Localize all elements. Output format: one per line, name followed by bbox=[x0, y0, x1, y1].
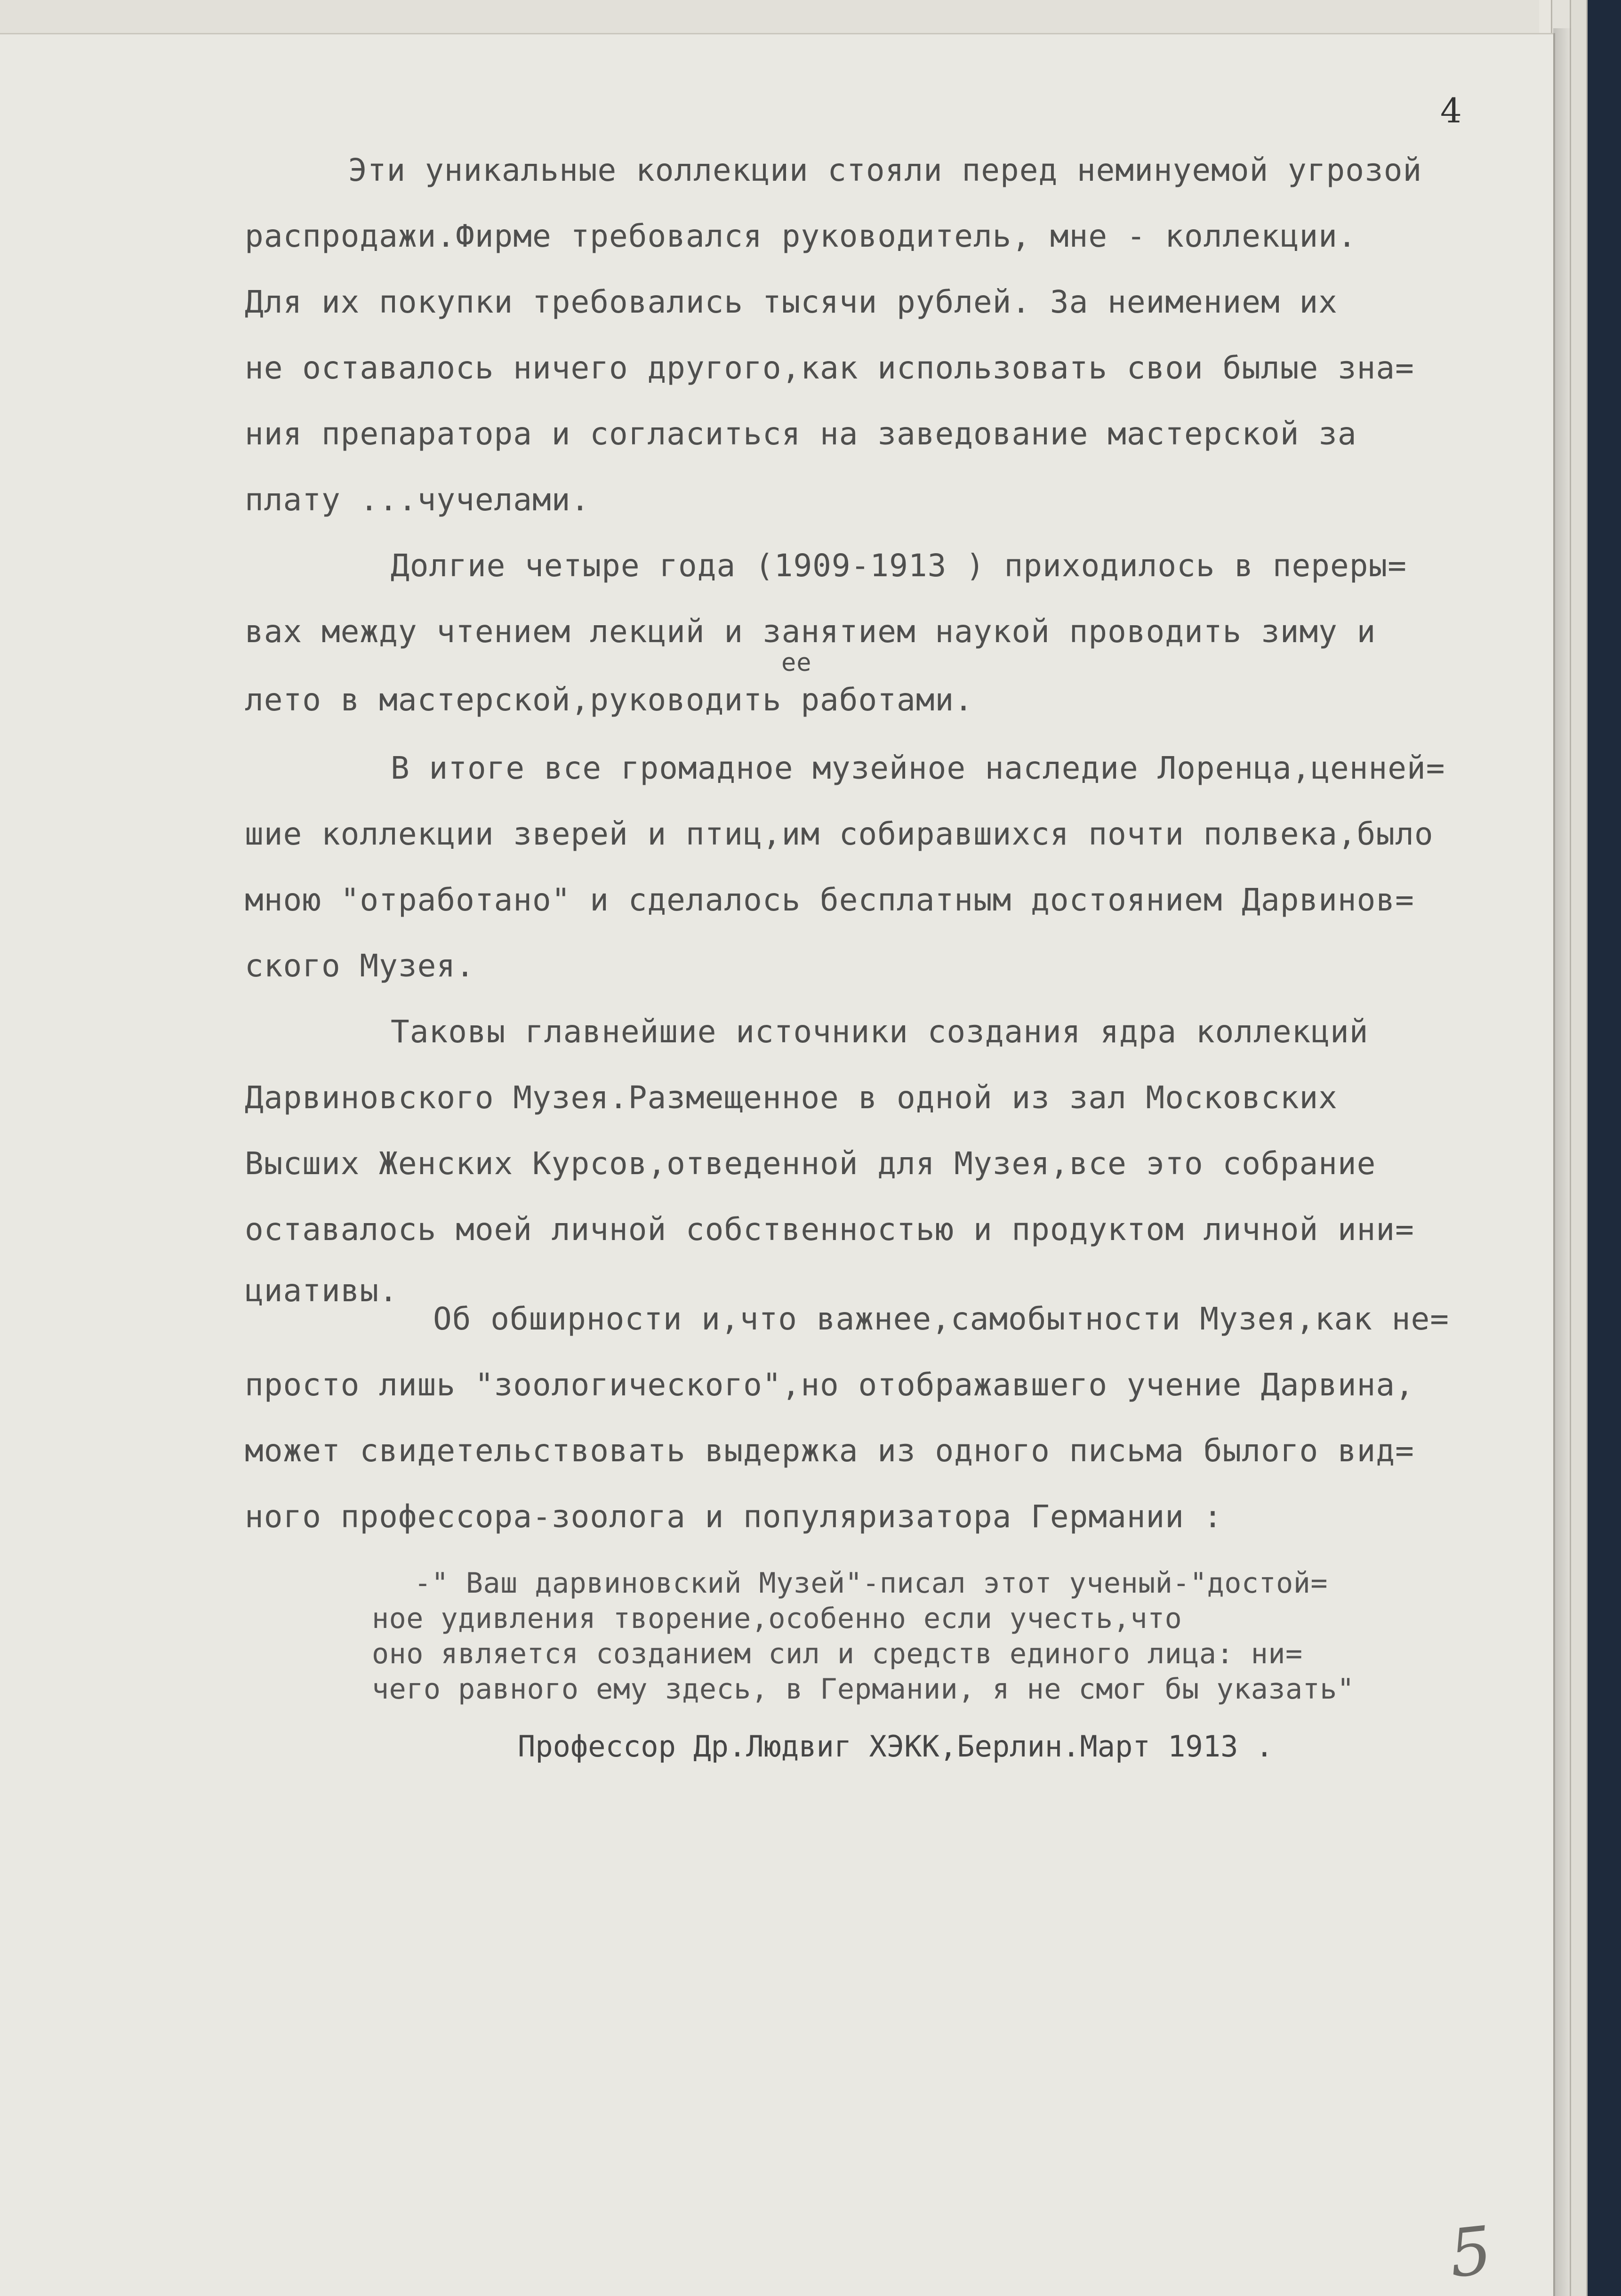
paragraph-line: Долгие четыре года (1909-1913 ) приходилось в переры= bbox=[391, 548, 1407, 584]
paragraph-line: Высших Женских Курсов,отведенной для Музея,все это собрание bbox=[245, 1145, 1376, 1182]
interlinear-correction: ее bbox=[781, 649, 812, 677]
top-sheet-strip bbox=[0, 0, 1539, 34]
paragraph-line: Таковы главнейшие источники создания ядра коллекций bbox=[391, 1014, 1369, 1050]
page-number: 4 bbox=[1440, 91, 1462, 130]
handwritten-folio-number: 5 bbox=[1445, 2212, 1496, 2293]
paragraph-line: может свидетельствовать выдержка из одного письма былого вид= bbox=[245, 1433, 1414, 1469]
paragraph-line: Для их покупки требовались тысячи рублей. За неимением их bbox=[245, 284, 1338, 320]
page-edge-shadow bbox=[1553, 28, 1572, 2296]
paragraph-line: мною "отработано" и сделалось бесплатным достоянием Дарвинов= bbox=[245, 882, 1414, 918]
paragraph-line: Об обширности и,что важнее,самобытности Музея,как не= bbox=[433, 1301, 1449, 1337]
paragraph-line: плату ...чучелами. bbox=[245, 482, 590, 518]
paragraph-line: шие коллекции зверей и птиц,им собиравшихся почти полвека,было bbox=[245, 816, 1434, 852]
paragraph-line: ного профессора-зоолога и популяризатора Германии : bbox=[245, 1498, 1223, 1535]
paragraph-line: Дарвиновского Музея.Размещенное в одной из зал Московских bbox=[245, 1080, 1338, 1116]
typewritten-page bbox=[0, 33, 1555, 2296]
quote-line: ное удивления творение,особенно если учесть,что bbox=[372, 1602, 1182, 1635]
paragraph-line: Эти уникальные коллекции стояли перед неминуемой угрозой bbox=[348, 152, 1422, 188]
paragraph-line: ния препаратора и согласиться на заведование мастерской за bbox=[245, 416, 1357, 452]
paragraph-line: циативы. bbox=[245, 1273, 398, 1309]
quote-line: -" Ваш дарвиновский Музей"-писал этот ученый-"достой= bbox=[414, 1567, 1328, 1600]
quote-attribution: Профессор Др.Людвиг ХЭКК,Берлин.Март 1913 . bbox=[518, 1729, 1274, 1764]
paragraph-line: вах между чтением лекций и занятием наукой проводить зиму и bbox=[245, 613, 1376, 650]
paragraph-line: не оставалось ничего другого,как использовать свои былые зна= bbox=[245, 350, 1414, 386]
paragraph-line: В итоге все громадное музейное наследие Лоренца,ценней= bbox=[391, 750, 1445, 786]
quote-line: оно является созданием сил и средств единого лица: ни= bbox=[372, 1637, 1303, 1670]
paragraph-line: ского Музея. bbox=[245, 948, 475, 984]
paragraph-line: оставалось моей личной собственностью и продуктом личной ини= bbox=[245, 1211, 1414, 1248]
paragraph-line: лето в мастерской,руководить работами. bbox=[245, 682, 973, 718]
paragraph-line: просто лишь "зоологического",но отображавшего учение Дарвина, bbox=[245, 1367, 1414, 1403]
quote-line: чего равного ему здесь, в Германии, я не смог бы указать" bbox=[372, 1673, 1355, 1706]
paragraph-line: распродажи.Фирме требовался руководитель, мне - коллекции. bbox=[245, 218, 1357, 254]
